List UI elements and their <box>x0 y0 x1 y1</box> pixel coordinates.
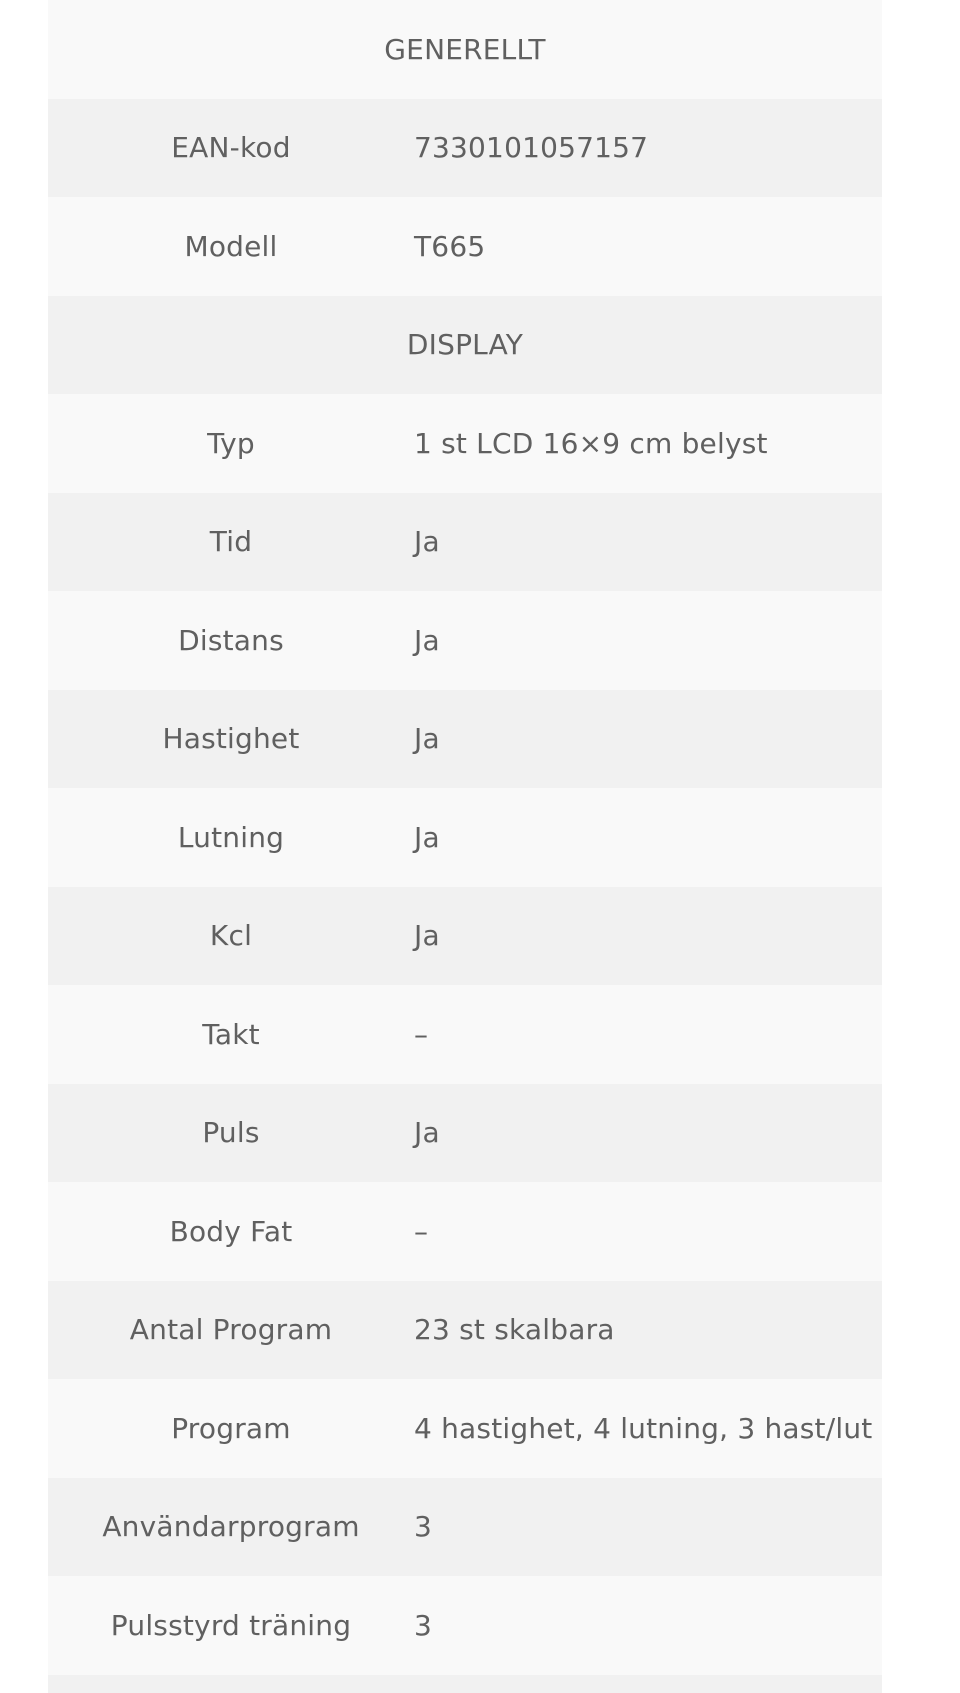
row-label: Tid <box>209 525 253 559</box>
section-header-label: GENERELLT <box>384 32 546 66</box>
row-value: Ja <box>414 919 440 953</box>
table-row <box>48 788 882 887</box>
row-value: Ja <box>414 525 440 559</box>
row-label: Distans <box>178 623 284 657</box>
table-row <box>48 1281 882 1380</box>
spec-table <box>48 0 882 1693</box>
table-row <box>48 1379 882 1478</box>
row-value: Ja <box>414 820 440 854</box>
table-row-partial <box>48 1675 882 1693</box>
row-value: Ja <box>414 1116 440 1150</box>
table-row <box>48 1182 882 1281</box>
row-value: Ja <box>414 623 440 657</box>
table-row <box>48 197 882 296</box>
table-row <box>48 887 882 986</box>
table-row <box>48 690 882 789</box>
table-row <box>48 394 882 493</box>
row-label: Takt <box>202 1017 260 1051</box>
table-row <box>48 591 882 690</box>
row-label: Hastighet <box>162 722 300 756</box>
row-value: – <box>414 1017 429 1051</box>
row-value: 3 <box>414 1510 433 1544</box>
row-label: Användarprogram <box>102 1510 360 1544</box>
row-label: Kcl <box>209 919 253 953</box>
section-header-generellt <box>48 0 882 99</box>
section-header-display <box>48 296 882 395</box>
row-label: Modell <box>184 229 278 263</box>
row-value: – <box>414 1214 429 1248</box>
row-label: Body Fat <box>169 1214 293 1248</box>
row-label: EAN-kod <box>171 131 291 165</box>
row-label: Program <box>171 1411 291 1445</box>
row-value: 3 <box>414 1608 433 1642</box>
row-label: Pulsstyrd träning <box>110 1608 352 1642</box>
row-label: Typ <box>207 426 255 460</box>
table-row <box>48 1576 882 1675</box>
table-row <box>48 1084 882 1183</box>
row-value: 1 st LCD 16×9 cm belyst <box>414 426 768 460</box>
table-row <box>48 493 882 592</box>
table-row <box>48 1478 882 1577</box>
row-label: Puls <box>202 1116 260 1150</box>
row-value: 7330101057157 <box>414 131 649 165</box>
row-label: Antal Program <box>129 1313 333 1347</box>
table-row <box>48 99 882 198</box>
row-value: Ja <box>414 722 440 756</box>
row-value: T665 <box>414 229 486 263</box>
section-header-label: DISPLAY <box>406 328 524 362</box>
row-value: 23 st skalbara <box>414 1313 615 1347</box>
table-row <box>48 985 882 1084</box>
row-label: Lutning <box>177 820 285 854</box>
row-value: 4 hastighet, 4 lutning, 3 hast/lut <box>414 1411 873 1445</box>
